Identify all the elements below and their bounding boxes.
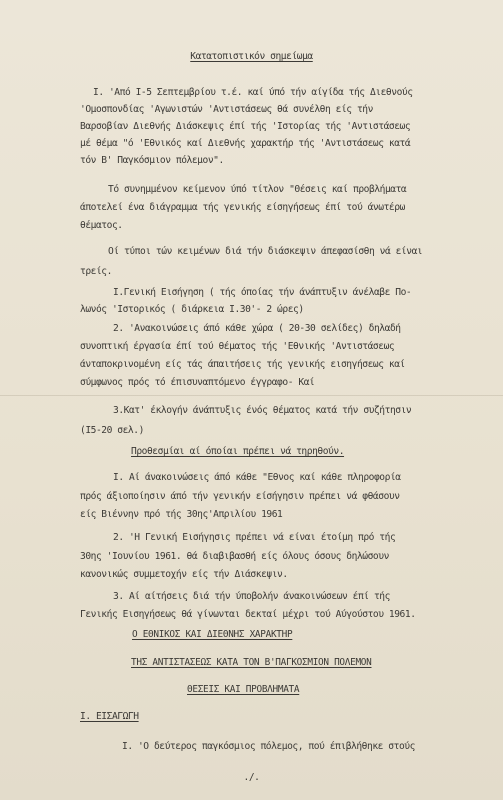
title-line-1: Ο ΕΘΝΙΚΟΣ ΚΑΙ ΔΙΕΘΝΗΣ ΧΑΡΑΚΤΗΡ	[132, 629, 293, 640]
text-line: άνταποκρινομένη είς τάς άπαιτήσεις τής γενικής εισηγήσεως καί	[80, 359, 405, 370]
text-line: θέματος.	[80, 220, 123, 231]
text-line: τρείς.	[80, 266, 112, 277]
memo-heading: Κατατοπιστικόν σημείωμα	[190, 51, 313, 62]
continuation-mark: ./.	[243, 772, 260, 783]
text-line: είς Βιέννην πρό τής 30ης'Απριλίου 1961	[80, 509, 283, 520]
text-line: 2. 'Ανακοινώσεις άπό κάθε χώρα ( 20-30 σελίδες) δηλαδή	[113, 323, 401, 334]
title-line-2: ΤΗΣ ΑΝΤΙΣΤΑΣΕΩΣ ΚΑΤΑ ΤΟΝ Β'ΠΑΓΚΟΣΜΙΟΝ ΠΟΛΕΜΟΝ	[131, 657, 372, 668]
text-line: Βαρσοβίαν Διεθνής Διάσκεψις έπί τής 'Ιστορίας τής 'Αντιστάσεως	[80, 121, 411, 132]
text-line: Γενικής Εισηγήσεως θά γίνωνται δεκταί μέχρι τού Αύγούστου 1961.	[80, 609, 416, 620]
section-first-line: I. 'Ο δεύτερος παγκόσμιος πόλεμος, πού έπιβλήθηκε στούς	[122, 741, 415, 752]
text-line: μέ θέμα "ό 'Εθνικός καί Διεθνής χαρακτήρ τής 'Αντιστάσεως κατά	[80, 138, 411, 149]
text-line: Οί τύποι τών κειμένων διά τήν διάσκεψιν άπεφασίσθη νά είναι	[108, 246, 423, 257]
text-line: (I5-20 σελ.)	[80, 425, 144, 436]
text-line: 30ης 'Ιουνίου 1961. θά διαβιβασθή είς όλους όσους δηλώσουν	[80, 551, 389, 562]
paper-fold-line	[0, 395, 503, 396]
text-line: 3.Κατ' έκλογήν άνάπτυξις ένός θέματος κατά τήν συζήτησιν	[113, 405, 412, 416]
text-line: 'Ομοσπονδίας 'Αγωνιστών 'Αντιστάσεως θά συνέλθη είς τήν	[80, 104, 373, 115]
text-line: τόν Β' Παγκόσμιον πόλεμον".	[80, 155, 224, 166]
text-line: 3. Αί αίτήσεις διά τήν ύποβολήν άνακοινώσεων έπί τής	[113, 591, 390, 602]
section-heading: I. ΕΙΣΑΓΩΓΗ	[80, 711, 139, 722]
text-line: Τό συνημμένον κείμενον ύπό τίτλον "Θέσεις καί προβλήματα	[108, 184, 407, 195]
title-line-3: ΘΕΣΕΙΣ ΚΑΙ ΠΡΟΒΛΗΜΑΤΑ	[187, 684, 300, 695]
text-line: πρός άξιοποίησιν άπό τήν γενικήν είσήγησιν πρέπει νά φθάσουν	[80, 491, 400, 502]
text-line: σύμφωνος πρός τό έπισυναπτόμενο έγγραφο- Καί	[80, 377, 315, 388]
text-line: άποτελεί ένα διάγραμμα τής γενικής είσηγήσεως έπί τού άνωτέρω	[80, 202, 405, 213]
text-line: I. 'Από I-5 Σεπτεμβρίου τ.έ. καί ύπό τήν αίγίδα τής Διεθνούς	[93, 87, 413, 98]
deadlines-heading: Προθεσμίαι αί όποίαι πρέπει νά τηρηθούν.	[131, 446, 345, 457]
text-line: 2. 'Η Γενική Εισήγησις πρέπει νά είναι έτοίμη πρό τής	[113, 532, 396, 543]
text-line: κανονικώς συμμετοχήν είς τήν Διάσκεψιν.	[80, 569, 288, 580]
text-line: I. Αί άνακοινώσεις άπό κάθε "Εθνος καί κάθε πληροφορία	[113, 472, 401, 483]
text-line: λωνός 'Ιστορικός ( διάρκεια I.30'- 2 ώρες)	[80, 304, 304, 315]
text-line: I.Γενική Εισήγηση ( τής όποίας τήν άνάπτυξιν άνέλαβε Πο-	[113, 287, 412, 298]
text-line: συνοπτική έργασία έπί τού θέματος τής 'Εθνικής 'Αντιστάσεως	[80, 341, 395, 352]
